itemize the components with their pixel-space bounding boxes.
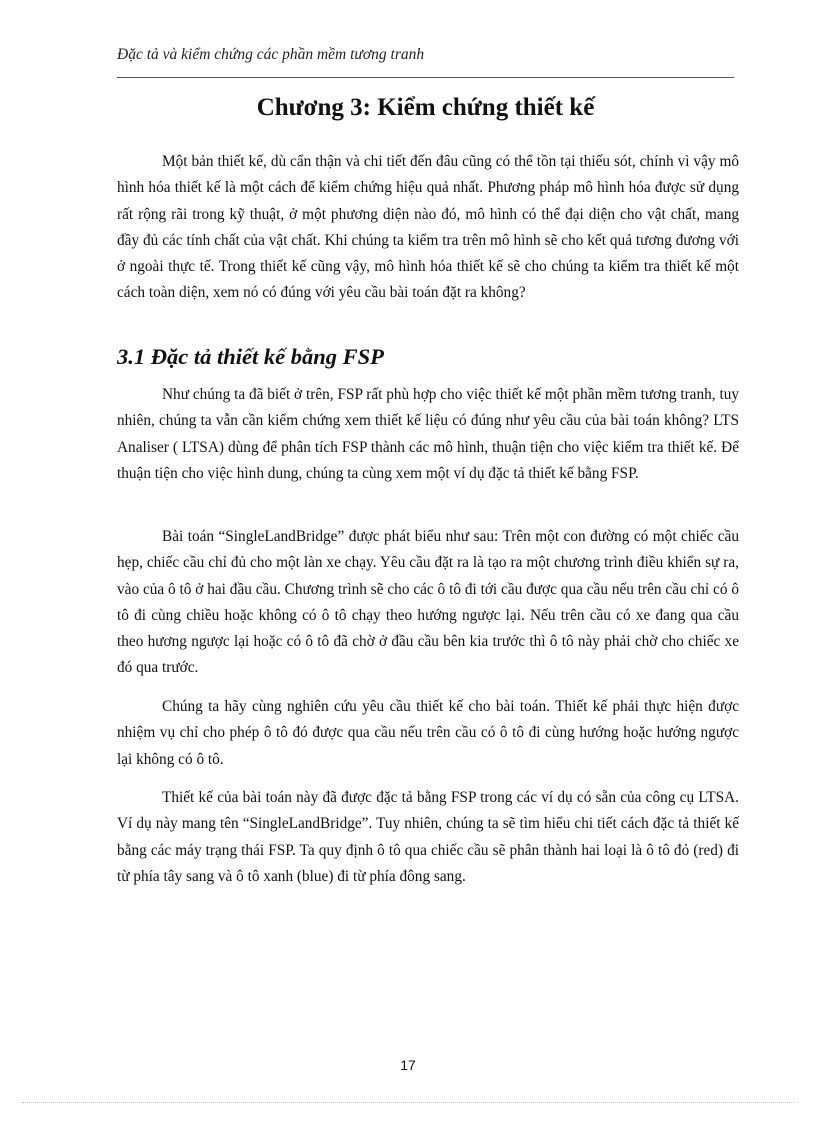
running-header: Đặc tả và kiểm chứng các phần mềm tương tranh [117, 46, 425, 63]
section-title: 3.1 Đặc tả thiết kế bằng FSP [117, 344, 384, 369]
paragraph-requirement: Chúng ta hãy cùng nghiên cứu yêu cầu thiết kế cho bài toán. Thiết kế phải thực hiện được nhiệm vụ chỉ cho phép ô tô đó được qua cầu nếu trên cầu có ô tô đi cùng hướng hoặc hướng ngược lại không có ô tô. [117, 698, 739, 768]
chapter-title: Chương 3: Kiểm chứng thiết kế [256, 94, 595, 121]
footer-divider [22, 1102, 794, 1103]
paragraph-problem: Bài toán “SingleLandBridge” được phát biểu như sau: Trên một con đường có một chiếc cầu hẹp, chiếc cầu chỉ đủ cho một làn xe chạy. Yêu cầu đặt ra là tạo ra một chương trình điều khiển sự ra, vào của ô tô ở hai đầu cầu. Chương trình sẽ cho các ô tô đi tới cầu được qua cầu nếu trên cầu chỉ có ô tô đi cùng chiều hoặc không có ô tô chạy theo hướng ngược lại. Nếu trên cầu có xe đang qua cầu theo hương ngược lại hoặc có ô tô đã chờ ở đầu cầu bên kia trước thì ô tô này phải chờ cho chiếc xe đó qua trước. [117, 528, 739, 677]
paragraph-fsp-intro: Như chúng ta đã biết ở trên, FSP rất phù hợp cho việc thiết kế một phần mềm tương tranh, tuy nhiên, chúng ta vẫn cần kiểm chứng xem thiết kế liệu có đúng như yêu cầu của bài toán không? LTS Analiser ( LTSA) dùng để phân tích FSP thành các mô hình, thuận tiện cho việc kiểm tra thiết kế. Để thuận tiện cho việc hình dung, chúng ta cùng xem một ví dụ đặc tả thiết kế bằng FSP. [117, 386, 739, 482]
paragraph-intro: Một bản thiết kế, dù cẩn thận và chi tiết đến đâu cũng có thể tồn tại thiếu sót, chính vì vậy mô hình hóa thiết kế là một cách để kiểm chứng hiệu quả nhất. Phương pháp mô hình hóa được sử dụng rất rộng rãi trong kỹ thuật, ở một phương diện nào đó, mô hình có thể đại diện cho vật chất, mang đầy đủ các tính chất của vật chất. Khi chúng ta kiểm tra trên mô hình sẽ cho kết quả tương đương với ở ngoài thực tế. Trong thiết kế cũng vậy, mô hình hóa thiết kế sẽ cho chúng ta kiểm tra thiết kế một cách toàn diện, xem nó có đúng với yêu cầu bài toán đặt ra không? [117, 153, 739, 302]
page-number: 17 [400, 1057, 416, 1073]
header-divider [117, 77, 734, 78]
paragraph-design: Thiết kế của bài toán này đã được đặc tả bằng FSP trong các ví dụ có sẵn của công cụ LTSA. Ví dụ này mang tên “SingleLandBridge”. Tuy nhiên, chúng ta sẽ tìm hiểu chi tiết cách đặc tả thiết kế bằng các máy trạng thái FSP. Ta quy định ô tô qua chiếc cầu sẽ phân thành hai loại là ô tô đỏ (red) đi từ phía tây sang và ô tô xanh (blue) đi từ phía đông sang. [117, 789, 739, 885]
